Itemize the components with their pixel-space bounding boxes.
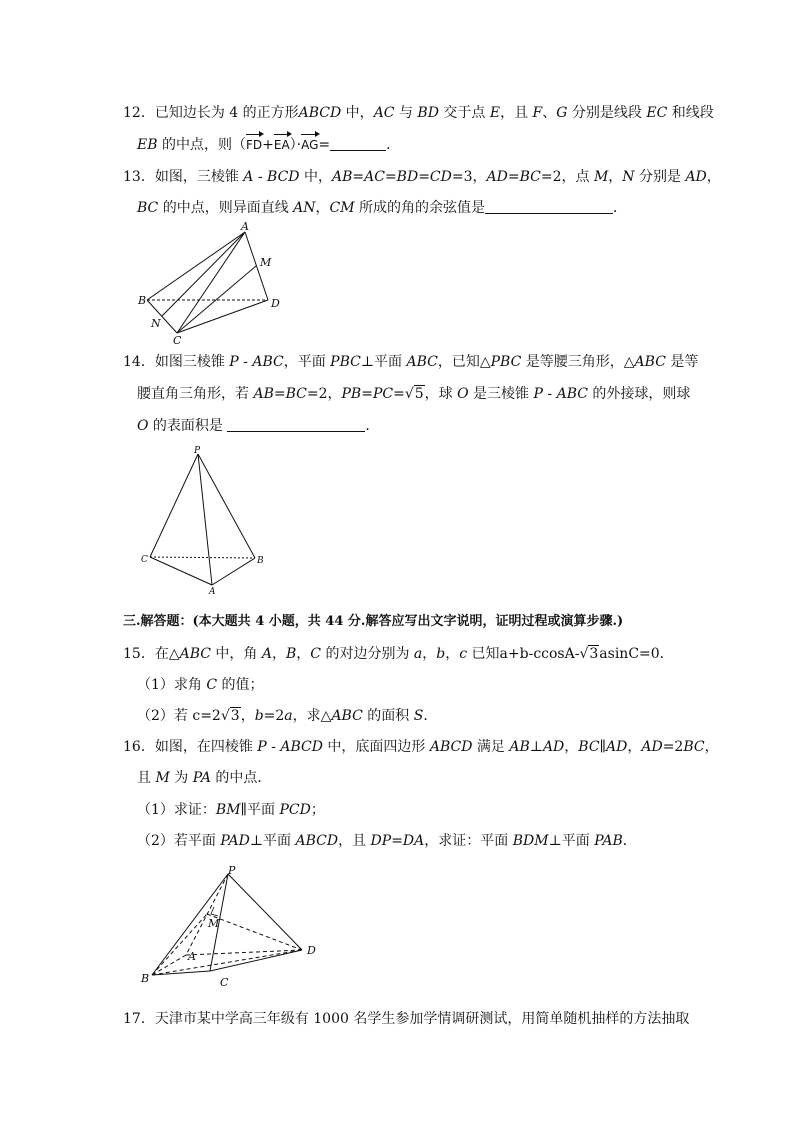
label-a: A bbox=[241, 220, 249, 233]
segment-md-hidden bbox=[207, 914, 302, 950]
q14-pyramid-figure bbox=[138, 444, 268, 597]
edge-ca bbox=[150, 557, 212, 585]
q14-line-2: 腰直角三角形，若 AB=BC=2，PB=PC=√5，球 O 是三棱锥 P - ABC 的外接球，则球 bbox=[137, 386, 691, 402]
label-p: P bbox=[194, 446, 201, 456]
sqrt-3: √3 bbox=[579, 646, 599, 662]
label-m: M bbox=[260, 256, 272, 269]
label-a: A bbox=[209, 587, 216, 597]
label-c: C bbox=[220, 976, 229, 989]
label-m: M bbox=[208, 917, 220, 930]
q13-tetrahedron-figure bbox=[135, 220, 295, 345]
segment-bm-hidden bbox=[152, 914, 207, 975]
q17-line-1: 17．天津市某中学高三年级有 1000 名学生参加学情调研测试，用简单随机抽样的方法抽取 bbox=[123, 1011, 690, 1027]
edge-ac bbox=[177, 232, 245, 333]
q14-line-1: 14．如图三棱锥 P - ABC，平面 PBC⊥平面 ABC，已知△PBC 是等腰三角形，△ABC 是等 bbox=[123, 354, 699, 370]
q16-part-2: （2）若平面 PAD⊥平面 ABCD，且 DP=DA，求证：平面 BDM⊥平面 PAB． bbox=[137, 833, 637, 849]
right-angle-mark bbox=[211, 907, 218, 916]
sqrt-3: √3 bbox=[220, 708, 240, 724]
q16-line-2: 且 M 为 PA 的中点． bbox=[137, 770, 272, 786]
segment-bd-hidden bbox=[152, 950, 302, 975]
q16-line-1: 16．如图，在四棱锥 P - ABCD 中，底面四边形 ABCD 满足 AB⊥AD，BC∥AD，AD=2BC， bbox=[123, 739, 719, 755]
label-c: C bbox=[141, 555, 148, 565]
q14-line-3: O 的表面积是 ． bbox=[137, 418, 380, 434]
label-c: C bbox=[173, 334, 182, 347]
q13-line-1: 13．如图，三棱锥 A - BCD 中，AB=AC=BD=CD=3，AD=BC=2，点 M，N 分别是 AD， bbox=[123, 169, 721, 185]
q12-line-2: EB 的中点，则（FD+EA）·AG= ． bbox=[137, 137, 401, 153]
edge-cd bbox=[177, 300, 268, 333]
segment-an bbox=[162, 232, 245, 316]
q15-part-2: （2）若 c=2√3，b=2a，求△ABC 的面积 S． bbox=[137, 708, 438, 724]
edge-pb bbox=[198, 454, 255, 558]
edge-pa bbox=[198, 454, 212, 585]
label-b: B bbox=[138, 294, 147, 307]
q12-line-1: 12．已知边长为 4 的正方形ABCD 中，AC 与 BD 交于点 E，且 F、G 分别是线段 EC 和线段 bbox=[123, 105, 714, 121]
label-b: B bbox=[141, 972, 150, 985]
edge-pc bbox=[150, 454, 198, 557]
vector-fd: FD bbox=[246, 135, 262, 155]
q13-line-2: BC 的中点，则异面直线 AN，CM 所成的角的余弦值是 ． bbox=[137, 200, 628, 216]
label-n: N bbox=[151, 317, 161, 330]
edge-bc bbox=[152, 971, 210, 975]
label-b: B bbox=[257, 556, 264, 566]
label-d: D bbox=[271, 297, 280, 310]
label-a: A bbox=[188, 950, 196, 963]
vector-ea: EA bbox=[274, 135, 290, 155]
edge-ab bbox=[212, 558, 255, 585]
q16-part-1: （1）求证：BM∥平面 PCD； bbox=[137, 802, 325, 818]
q15-part-1: （1）求角 C 的值； bbox=[137, 677, 264, 693]
edge-pd bbox=[228, 874, 302, 950]
section-3-header: 三.解答题：(本大题共 4 小题，共 44 分.解答应写出文字说明，证明过程或演算步骤.) bbox=[123, 614, 624, 629]
answer-blank-q13[interactable] bbox=[485, 199, 613, 214]
answer-blank-q12[interactable] bbox=[330, 136, 386, 151]
sqrt-5: √5 bbox=[404, 386, 424, 402]
label-d: D bbox=[307, 944, 316, 957]
answer-blank-q14[interactable] bbox=[227, 417, 365, 432]
q15-line-1: 15．在△ABC 中，角 A，B，C 的对边分别为 a，b，c 已知a+b-ccosA-√3asinC=0． bbox=[123, 646, 674, 662]
edge-cb-hidden bbox=[150, 557, 255, 558]
q16-pyramid-figure bbox=[138, 862, 328, 992]
label-p: P bbox=[228, 864, 236, 877]
vector-ag: AG bbox=[301, 135, 318, 155]
edge-ab bbox=[147, 232, 245, 300]
